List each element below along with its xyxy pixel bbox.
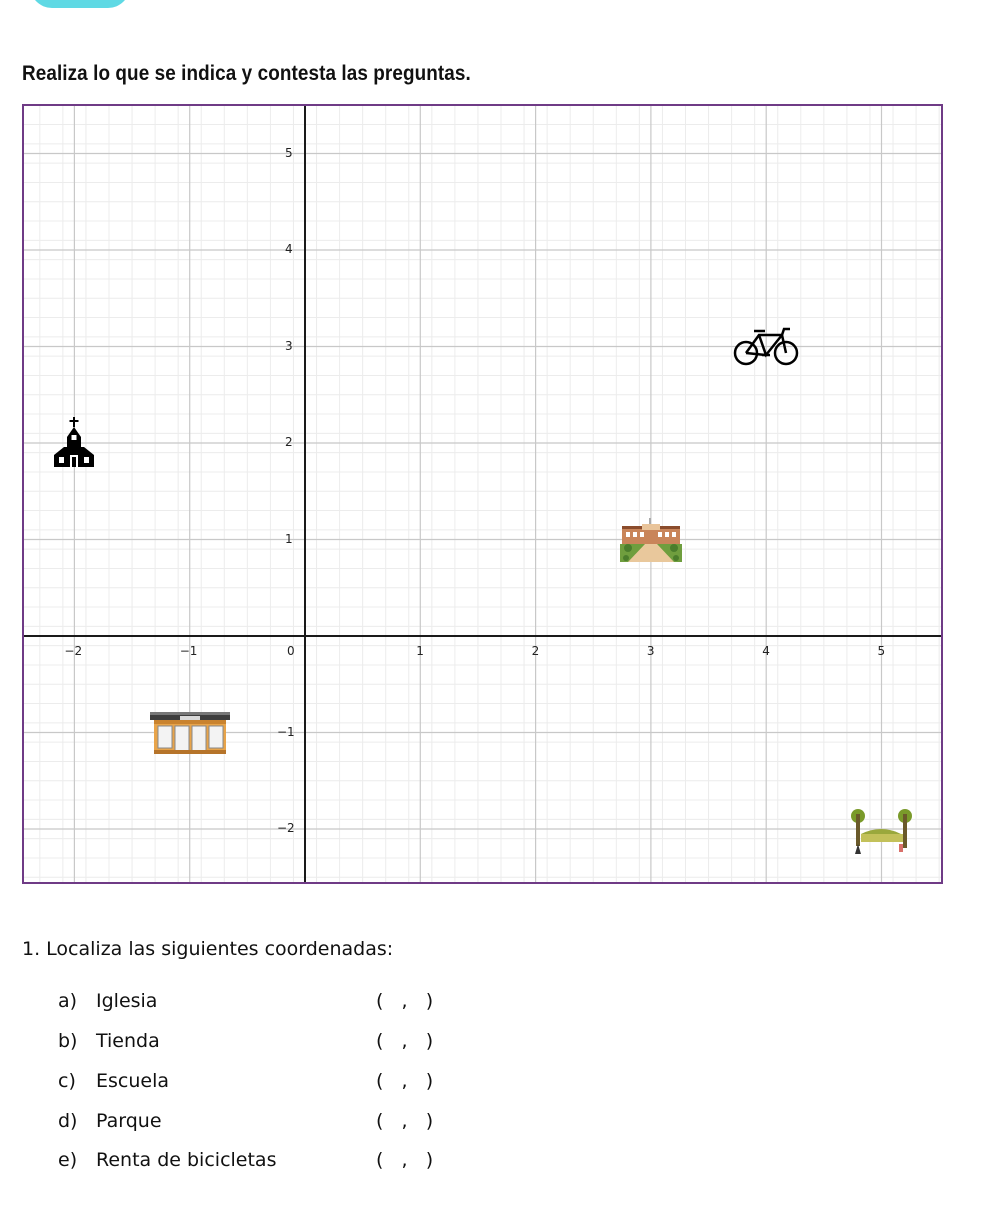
x-tick-label: 3 (646, 644, 655, 658)
answer-letter: d) (58, 1110, 78, 1132)
y-tick-label: 5 (285, 145, 293, 160)
coordinate-blank[interactable]: ( , ) (376, 1149, 434, 1171)
answer-letter: b) (58, 1030, 78, 1052)
answer-place: Renta de bicicletas (96, 1149, 277, 1171)
x-tick-label: −2 (64, 644, 83, 658)
y-tick-label: 3 (285, 338, 293, 353)
x-tick-label: 1 (416, 644, 424, 658)
answer-row-escuela (58, 1070, 558, 1094)
question-heading: 1. Localiza las siguientes coordenadas: (22, 938, 394, 960)
answer-place: Iglesia (96, 990, 158, 1012)
store-icon (150, 712, 230, 754)
x-tick-label: 5 (877, 644, 886, 658)
answer-row-renta-bicicletas (58, 1149, 558, 1173)
x-tick-label: 0 (287, 644, 295, 658)
church-icon (50, 417, 98, 469)
coordinate-blank[interactable]: ( , ) (376, 990, 434, 1012)
y-tick-label: 1 (285, 531, 293, 546)
coordinate-plane (22, 104, 943, 884)
park-icon (851, 804, 913, 854)
instruction-title: Realiza lo que se indica y contesta las preguntas. (22, 62, 471, 85)
answer-place: Escuela (96, 1070, 170, 1092)
grid-lines (24, 106, 941, 882)
y-tick-label: 4 (285, 242, 293, 256)
answer-letter: c) (58, 1070, 76, 1092)
answer-letter: e) (58, 1149, 78, 1171)
answer-letter: a) (58, 990, 78, 1012)
answer-row-tienda (58, 1030, 558, 1054)
y-tick-label: −1 (277, 724, 295, 739)
answer-row-iglesia (58, 990, 558, 1014)
x-tick-label: 2 (531, 644, 540, 658)
coordinate-blank[interactable]: ( , ) (376, 1030, 434, 1052)
answer-place: Parque (96, 1110, 162, 1132)
coordinate-blank[interactable]: ( , ) (376, 1110, 434, 1132)
x-tick-label: −1 (179, 644, 198, 658)
y-tick-label: 2 (285, 435, 293, 449)
x-tick-label: 4 (762, 644, 770, 658)
bicycle-icon (732, 327, 800, 367)
answer-place: Tienda (96, 1030, 160, 1052)
header-tab-decoration (30, 0, 130, 8)
y-tick-label: −2 (277, 821, 295, 835)
answer-row-parque (58, 1110, 558, 1134)
school-icon (620, 518, 682, 562)
coordinate-blank[interactable]: ( , ) (376, 1070, 434, 1092)
